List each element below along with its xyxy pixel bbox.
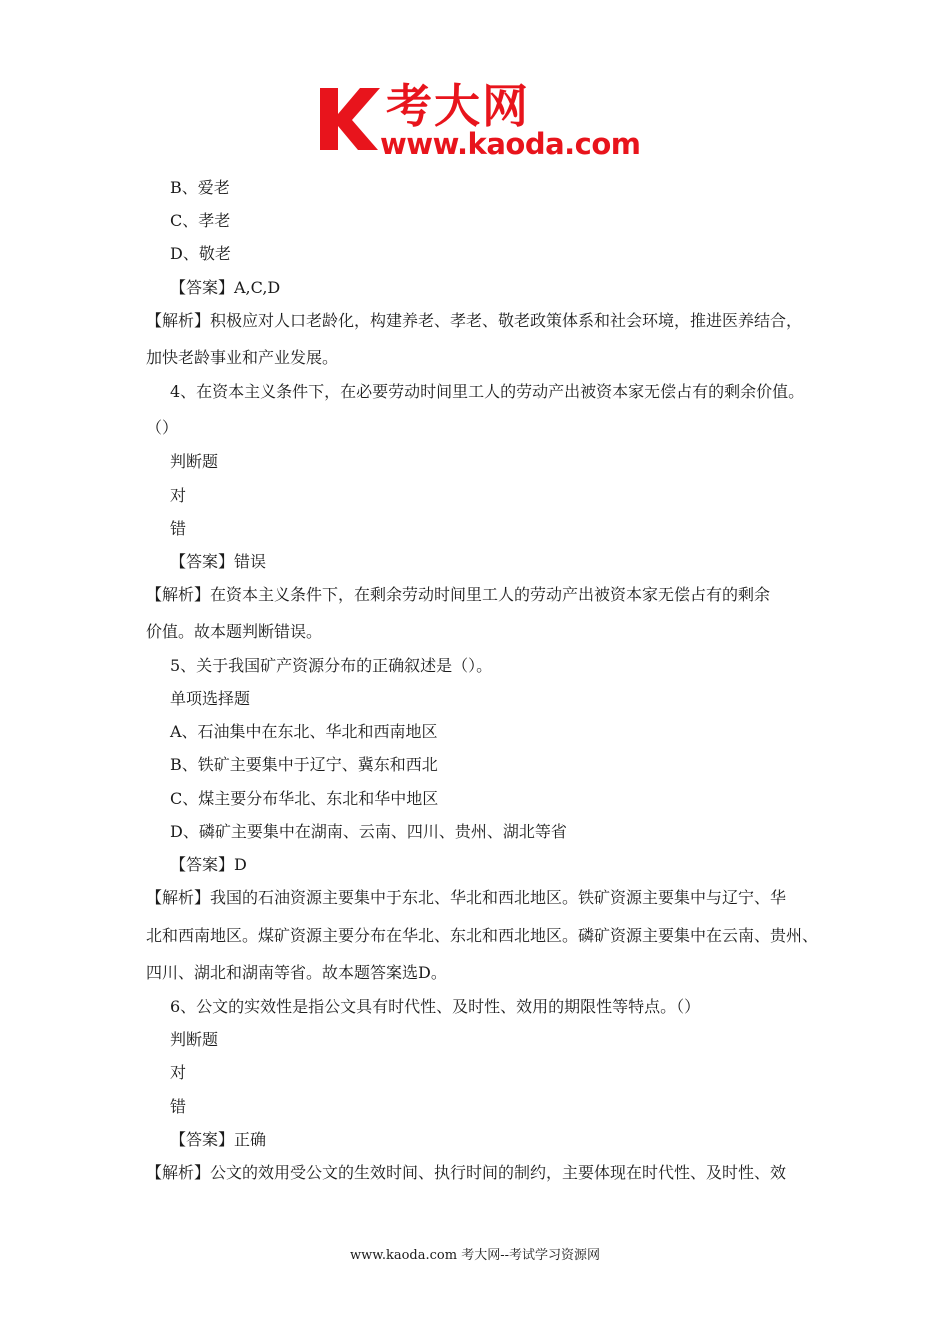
question-6: 6、公文的实效性是指公文具有时代性、及时性、效用的期限性等特点。（） xyxy=(170,997,701,1016)
question-4-option-true: 对 xyxy=(170,486,187,505)
analysis-6-line-1: 【解析】公文的效用受公文的生效时间、执行时间的制约，主要体现在时代性、及时性、效 xyxy=(146,1163,787,1182)
answer-6: 【答案】正确 xyxy=(170,1130,267,1149)
question-4: 4、在资本主义条件下，在必要劳动时间里工人的劳动产出被资本家无偿占有的剩余价值。 xyxy=(170,382,805,401)
question-4-option-false: 错 xyxy=(170,519,187,538)
question-6-option-false: 错 xyxy=(170,1097,187,1116)
analysis-3-line-2: 加快老龄事业和产业发展。 xyxy=(146,348,339,367)
answer-3: 【答案】A,C,D xyxy=(170,278,281,297)
question-5-type: 单项选择题 xyxy=(170,689,251,708)
analysis-4-line-1: 【解析】在资本主义条件下，在剩余劳动时间里工人的劳动产出被资本家无偿占有的剩余 xyxy=(146,585,771,604)
question-4-blank: （） xyxy=(146,418,179,437)
option-c: C、孝老 xyxy=(170,211,231,230)
question-5-option-c: C、煤主要分布华北、东北和华中地区 xyxy=(170,789,439,808)
question-5-option-a: A、石油集中在东北、华北和西南地区 xyxy=(170,722,438,741)
kaoda-logo xyxy=(318,79,641,161)
question-5: 5、关于我国矿产资源分布的正确叙述是（）。 xyxy=(170,656,493,675)
question-5-option-b: B、铁矿主要集中于辽宁、冀东和西北 xyxy=(170,755,438,774)
option-d: D、敬老 xyxy=(170,244,231,263)
analysis-4-line-2: 价值。故本题判断错误。 xyxy=(146,622,323,641)
question-6-option-true: 对 xyxy=(170,1063,187,1082)
option-b: B、爱老 xyxy=(170,178,230,197)
logo-brand-text: 考大网 xyxy=(386,79,530,133)
analysis-5-line-3: 四川、湖北和湖南等省。故本题答案选D。 xyxy=(146,963,447,982)
question-5-option-d: D、磷矿主要集中在湖南、云南、四川、贵州、湖北等省 xyxy=(170,822,567,841)
logo-url-text: www.kaoda.com xyxy=(380,127,641,161)
answer-4: 【答案】错误 xyxy=(170,552,267,571)
analysis-5-line-1: 【解析】我国的石油资源主要集中于东北、华北和西北地区。铁矿资源主要集中与辽宁、华 xyxy=(146,888,787,907)
question-6-type: 判断题 xyxy=(170,1030,219,1049)
page-footer: www.kaoda.com 考大网--考试学习资源网 xyxy=(350,1248,600,1263)
answer-5: 【答案】D xyxy=(170,855,247,874)
analysis-3-line-1: 【解析】积极应对人口老龄化，构建养老、孝老、敬老政策体系和社会环境，推进医养结合， xyxy=(146,311,803,330)
question-4-type: 判断题 xyxy=(170,452,219,471)
analysis-5-line-2: 北和西南地区。煤矿资源主要分布在华北、东北和西北地区。磷矿资源主要集中在云南、贵州、 xyxy=(146,926,819,945)
